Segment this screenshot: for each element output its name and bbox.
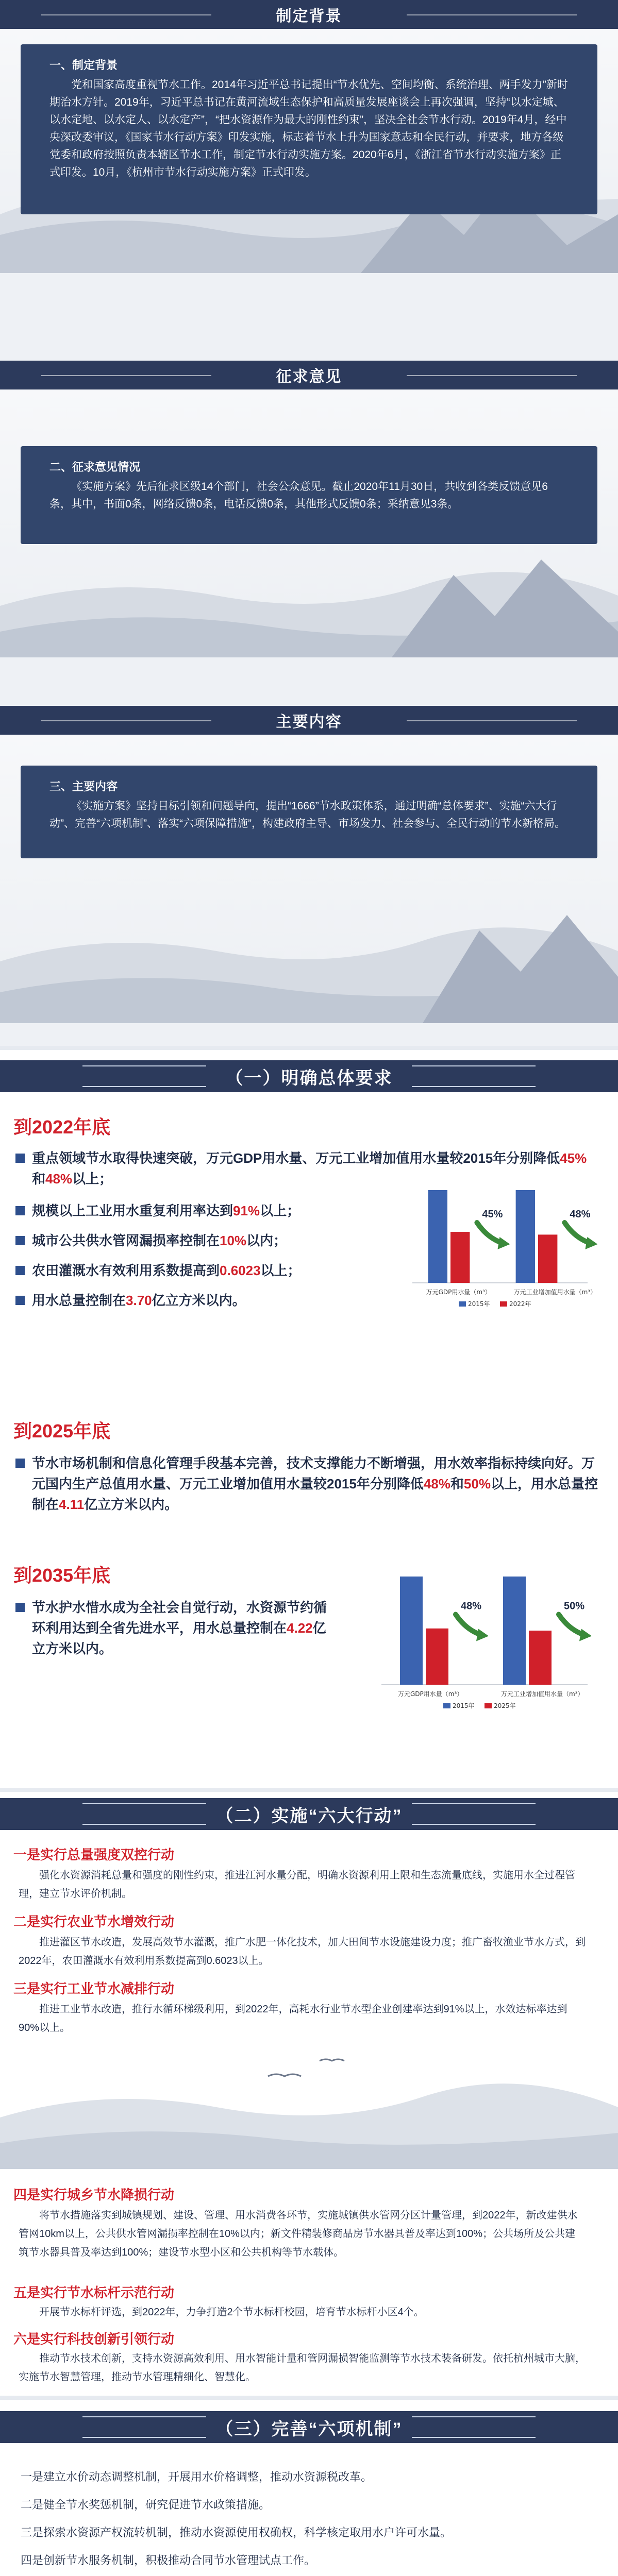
section-banner-opinion bbox=[0, 361, 618, 389]
mechanism-item: 二是健全节水奖惩机制，研究促进节水政策措施。 bbox=[21, 2498, 271, 2511]
legend-swatch bbox=[443, 1703, 450, 1708]
trend-arrowhead bbox=[579, 1629, 592, 1641]
goal-item: 农田灌溉水有效利用系数提高到0.6023以上； bbox=[15, 1260, 366, 1281]
action-3-title: 三是实行工业节水减排行动 bbox=[13, 1981, 175, 1996]
action-4-title: 四是实行城乡节水降损行动 bbox=[13, 2187, 175, 2202]
bar-2015年 bbox=[428, 1190, 447, 1283]
chart-2022-reduction bbox=[392, 1180, 598, 1314]
reduction-label: 48% bbox=[570, 1209, 591, 1220]
trend-arrowhead bbox=[476, 1629, 489, 1641]
action-4-text: 将节水措施落实到城镇规划、建设、管理、用水消费各环节，实施城镇供水管网分区计量管理，到2022年，新改建供水管网10km以上，公共供水管网漏损率控制在10%以内；新文件精装修商品房节水器具普及率达到100%；公共场所及公共建筑节水器具普及率达到100%；建设节水型小区和公共机构等节水载体。 bbox=[19, 2210, 578, 2258]
legend-label: 2015年 bbox=[468, 1300, 490, 1308]
section-banner-content bbox=[0, 706, 618, 735]
ink-landscape-illustration bbox=[0, 2045, 618, 2169]
chapter-title: （二）实施“六大行动” bbox=[215, 1806, 403, 1826]
category-label: 万元工业增加值用水量（m³） bbox=[501, 1690, 584, 1698]
actions-section bbox=[0, 1788, 618, 2396]
chapter-title: （一）明确总体要求 bbox=[225, 1068, 393, 1088]
goals-2022-sublist bbox=[15, 1200, 366, 1320]
category-label: 万元工业增加值用水量（m³） bbox=[513, 1289, 597, 1296]
category-label: 万元GDP用水量（m³） bbox=[426, 1289, 491, 1296]
bar-2025年 bbox=[529, 1631, 552, 1685]
opinion-scene bbox=[0, 389, 618, 657]
category-label: 万元GDP用水量（m³） bbox=[398, 1690, 463, 1698]
action-6-title: 六是实行科技创新引领行动 bbox=[13, 2331, 175, 2347]
action-2-text: 推进灌区节水改造，发展高效节水灌溉，推广水肥一体化技术，加大田间节水设施建设力度；推广畜牧渔业节水方式，到2022年，农田灌溉水有效利用系数提高到0.6023以上。 bbox=[19, 1937, 586, 1967]
opinion-heading: 二、征求意见情况 bbox=[49, 461, 141, 473]
action-1-text: 强化水资源消耗总量和强度的刚性约束，推进江河水量分配，明确水资源利用上限和生态流量底线，实施用水全过程管理，建立节水评价机制。 bbox=[19, 1870, 575, 1900]
content-card bbox=[21, 766, 597, 858]
chart-2025-svg bbox=[361, 1566, 598, 1716]
reduction-label: 50% bbox=[564, 1600, 585, 1612]
opinion-card bbox=[21, 446, 597, 544]
trend-arrowhead bbox=[585, 1237, 597, 1249]
action-6-text: 推动节水技术创新，支持水资源高效利用、用水智能计量和管网漏损智能监测等节水技术装备研发。依托杭州城市大脑，实施节水智慧管理，推动节水管理精细化、智慧化。 bbox=[19, 2353, 586, 2383]
chapter-title: （三）完善“六项机制” bbox=[215, 2419, 403, 2439]
opinion-text: 《实施方案》先后征求区级14个部门，社会公众意见。截止2020年11月30日，共收到各类反馈意见6条，其中，书面0条，网络反馈0条，电话反馈0条，其他形式反馈0条；采纳意见3条。 bbox=[49, 481, 548, 510]
chart-2022-svg bbox=[392, 1180, 598, 1314]
chapter-banner-mechanisms bbox=[0, 2411, 618, 2443]
background-scene bbox=[0, 29, 618, 273]
mechanism-item: 一是建立水价动态调整机制，开展用水价格调整，推动水资源税改革。 bbox=[21, 2470, 373, 2483]
action-3-text: 推进工业节水改造，推行水循环梯级利用，到2022年，高耗水行业节水型企业创建率达到91%以上，水效达标率达到90%以上。 bbox=[19, 2004, 567, 2033]
section-title: 制定背景 bbox=[276, 8, 342, 25]
mechanism-item: 四是创新节水服务机制，积极推动合同节水管理试点工作。 bbox=[21, 2554, 316, 2567]
goal-item: 重点领域节水取得快速突破，万元GDP用水量、万元工业增加值用水量较2015年分别降低45%和48%以上； bbox=[15, 1148, 598, 1189]
mechanisms-section bbox=[0, 2396, 618, 2576]
trend-arrow bbox=[477, 1223, 503, 1243]
trend-arrow bbox=[456, 1615, 481, 1635]
action-2-title: 二是实行农业节水增效行动 bbox=[13, 1914, 175, 1929]
action-5-title: 五是实行节水标杆示范行动 bbox=[13, 2285, 175, 2300]
legend-swatch bbox=[485, 1703, 492, 1708]
goal-item: 规模以上工业用水重复利用率达到91%以上； bbox=[15, 1200, 366, 1221]
goal-item: 节水市场机制和信息化管理手段基本完善，技术支撑能力不断增强，用水效率指标持续向好。万元国内生产总值用水量、万元工业增加值用水量较2015年分别降低48%和50%以上，用水总量控制在4.11亿立方米以内。 bbox=[15, 1453, 598, 1515]
legend-label: 2015年 bbox=[453, 1702, 475, 1709]
bar-2022年 bbox=[538, 1234, 557, 1283]
legend-swatch bbox=[500, 1301, 507, 1307]
background-card bbox=[21, 44, 597, 214]
content-scene bbox=[0, 735, 618, 1023]
legend-label: 2025年 bbox=[494, 1702, 516, 1709]
chapter-banner-actions bbox=[0, 1798, 618, 1830]
trend-arrowhead bbox=[497, 1237, 510, 1249]
trend-arrow bbox=[564, 1223, 590, 1243]
goal-year-2025: 到2025年底 bbox=[13, 1420, 111, 1442]
bar-2022年 bbox=[450, 1232, 470, 1283]
section-title: 征求意见 bbox=[276, 368, 342, 385]
bar-2015年 bbox=[503, 1577, 526, 1685]
trend-arrow bbox=[559, 1615, 584, 1635]
background-text: 党和国家高度重视节水工作。2014年习近平总书记提出“节水优先、空间均衡、系统治理、两手发力”新时期治水方针。2019年，习近平总书记在黄河流域生态保护和高质量发展座谈会上再次强调，坚持“以水定城、以水定地、以水定人、以水定产”，“把水资源作为最大的刚性约束”，坚决全社会节水行动。2019年4月，经中央深改委审议，《国家节水行动方案》印发实施，标志着节水上升为国家意志和全民行动，并要求，地方各级党委和政府按照负责本辖区节水工作，制定节水行动实施方案。2020年6月，《浙江省节水行动实施方案》正式印发。10月，《杭州市节水行动实施方案》正式印发。 bbox=[49, 79, 568, 178]
goal-item: 节水护水惜水成为全社会自觉行动，水资源节约循环利用达到全省先进水平，用水总量控制在4.22亿立方米以内。 bbox=[15, 1597, 335, 1659]
background-heading: 一、制定背景 bbox=[49, 59, 118, 72]
bar-2015年 bbox=[400, 1577, 423, 1685]
reduction-label: 48% bbox=[461, 1600, 482, 1612]
action-1-title: 一是实行总量强度双控行动 bbox=[13, 1847, 175, 1862]
legend-label: 2022年 bbox=[509, 1300, 531, 1308]
bar-2025年 bbox=[426, 1629, 448, 1685]
chapter-banner-goals bbox=[0, 1060, 618, 1092]
content-heading: 三、主要内容 bbox=[49, 780, 118, 793]
mechanism-item: 三是探索水资源产权流转机制，推动水资源使用权确权，科学核定取用水户许可水量。 bbox=[21, 2526, 452, 2539]
content-text: 《实施方案》坚持目标引领和问题导向，提出“1666”节水政策体系，通过明确“总体要求”、实施“六大行动”、完善“六项机制”、落实“六项保障措施”，构建政府主导、市场发力、社会参与、全民行动的节水新格局。 bbox=[49, 800, 565, 829]
section-banner-background bbox=[0, 0, 618, 29]
action-5-text: 开展节水标杆评选，到2022年，力争打造2个节水标杆校园，培育节水标杆小区4个。 bbox=[39, 2307, 424, 2318]
legend-swatch bbox=[459, 1301, 466, 1307]
chart-2025-reduction bbox=[361, 1566, 598, 1716]
bar-2015年 bbox=[516, 1190, 535, 1283]
goals-section bbox=[0, 1046, 618, 1788]
goal-year-2035: 到2035年底 bbox=[13, 1565, 111, 1586]
goal-year-2022: 到2022年底 bbox=[13, 1116, 111, 1138]
goals-2035-list bbox=[15, 1597, 335, 1668]
goal-item: 用水总量控制在3.70亿立方米以内。 bbox=[15, 1290, 366, 1311]
mechanisms-list bbox=[21, 2468, 588, 2576]
reduction-label: 45% bbox=[482, 1209, 503, 1220]
goal-item: 城市公共供水管网漏损率控制在10%以内； bbox=[15, 1230, 366, 1251]
goals-2025-list bbox=[15, 1453, 598, 1524]
section-title: 主要内容 bbox=[276, 714, 342, 731]
